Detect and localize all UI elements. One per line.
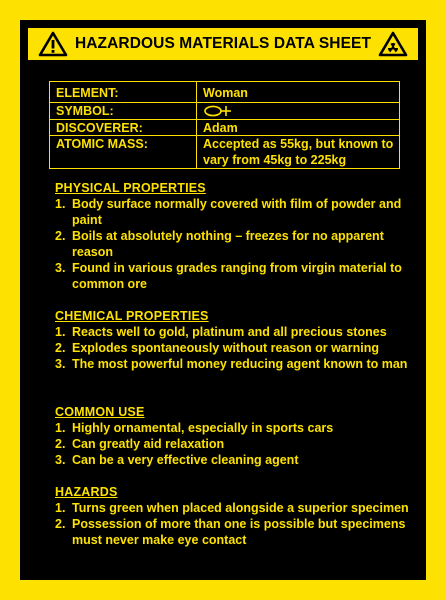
atomic-mass-label: ATOMIC MASS: — [56, 137, 148, 151]
section-heading: HAZARDS — [55, 485, 118, 499]
radiation-trefoil-icon — [378, 31, 408, 57]
element-value: Woman — [203, 86, 248, 100]
section-hazards — [55, 484, 415, 548]
section-heading: CHEMICAL PROPERTIES — [55, 309, 209, 323]
element-label: ELEMENT: — [56, 86, 119, 100]
list-item: 2. Boils at absolutely nothing – freezes for no apparent reason — [55, 229, 384, 259]
list-item: 1. Highly ornamental, especially in sports cars — [55, 421, 334, 435]
warning-triangle-icon — [38, 31, 68, 57]
section-heading: COMMON USE — [55, 405, 145, 419]
list-item: 1. Turns green when placed alongside a superior specimen — [55, 501, 409, 515]
list-item: 2. Possession of more than one is possible but specimens must never make eye contact — [55, 517, 406, 547]
venus-symbol-icon — [203, 104, 233, 118]
section-physical-properties — [55, 180, 415, 292]
element-info-table — [49, 81, 400, 169]
discoverer-label: DISCOVERER: — [56, 121, 143, 135]
section-chemical-properties — [55, 308, 415, 372]
sheet-header — [28, 28, 418, 60]
list-item: 3. The most powerful money reducing agent known to man — [55, 357, 408, 371]
section-heading: PHYSICAL PROPERTIES — [55, 181, 206, 195]
discoverer-value: Adam — [203, 121, 238, 135]
list-item: 1. Reacts well to gold, platinum and all precious stones — [55, 325, 387, 339]
table-column-divider — [196, 82, 197, 168]
list-item: 3. Found in various grades ranging from virgin material to common ore — [55, 261, 402, 291]
list-item: 2. Explodes spontaneously without reason or warning — [55, 341, 379, 355]
list-item: 1. Body surface normally covered with film of powder and paint — [55, 197, 402, 227]
section-common-use — [55, 404, 415, 468]
atomic-mass-value: Accepted as 55kg, but known to vary from 45kg to 225kg — [203, 137, 394, 167]
data-sheet — [20, 20, 426, 580]
list-item: 2. Can greatly aid relaxation — [55, 437, 225, 451]
sheet-title: HAZARDOUS MATERIALS DATA SHEET — [74, 35, 372, 52]
symbol-label: SYMBOL: — [56, 104, 114, 118]
list-item: 3. Can be a very effective cleaning agent — [55, 453, 299, 467]
